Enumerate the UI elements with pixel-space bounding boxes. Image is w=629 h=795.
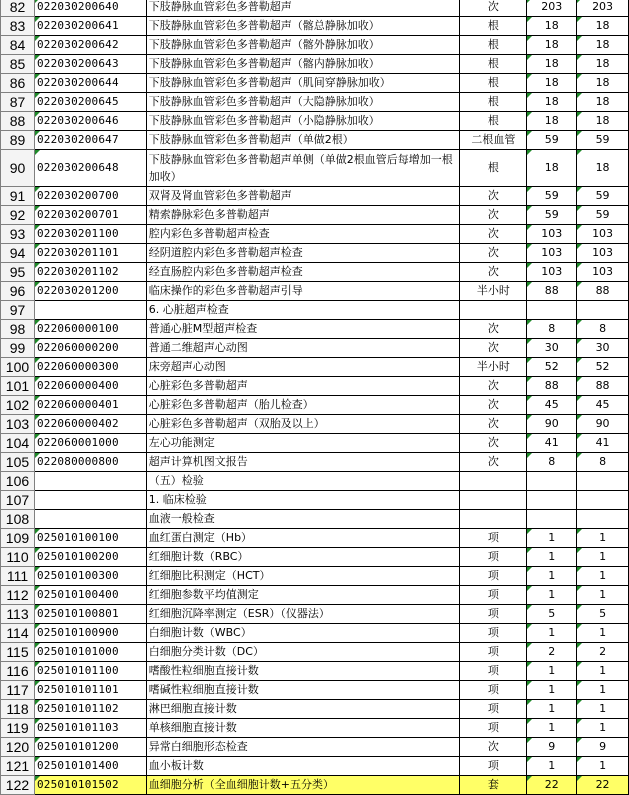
price-cell[interactable]: 1 xyxy=(527,681,577,700)
table-row xyxy=(1,548,629,567)
unit-cell[interactable]: 项 xyxy=(460,719,527,738)
item-name-cell[interactable]: 单核细胞直接计数 xyxy=(146,719,460,738)
code-cell[interactable]: 025010101200 xyxy=(34,738,146,757)
unit-cell[interactable]: 次 xyxy=(460,320,527,339)
price-cell-2[interactable]: 59 xyxy=(577,206,629,225)
table-row xyxy=(1,567,629,586)
item-name-cell[interactable]: 下肢静脉血管彩色多普勒超声（肌间穿静脉加收） xyxy=(146,74,460,93)
price-cell[interactable]: 18 xyxy=(527,74,577,93)
price-cell-2[interactable]: 22 xyxy=(577,776,629,795)
row-number[interactable]: 91 xyxy=(1,187,35,206)
unit-cell[interactable]: 次 xyxy=(460,225,527,244)
item-name-cell[interactable]: 血红蛋白测定（Hb） xyxy=(146,529,460,548)
unit-cell[interactable] xyxy=(460,472,527,491)
code-cell[interactable]: 025010100100 xyxy=(34,529,146,548)
code-cell[interactable]: 025010101103 xyxy=(34,719,146,738)
unit-cell[interactable]: 次 xyxy=(460,0,527,17)
item-name-cell[interactable]: （五）检验 xyxy=(146,472,460,491)
price-cell[interactable]: 1 xyxy=(527,662,577,681)
item-name-cell[interactable]: 下肢静脉血管彩色多普勒超声 xyxy=(146,0,460,17)
price-cell[interactable]: 59 xyxy=(527,206,577,225)
price-cell[interactable]: 18 xyxy=(527,112,577,131)
price-cell-2[interactable]: 18 xyxy=(577,36,629,55)
price-cell[interactable]: 1 xyxy=(527,567,577,586)
price-cell-2[interactable]: 5 xyxy=(577,605,629,624)
row-number[interactable]: 117 xyxy=(1,681,35,700)
code-cell[interactable]: 022030200642 xyxy=(34,36,146,55)
row-number[interactable]: 89 xyxy=(1,131,35,150)
price-cell-2[interactable]: 1 xyxy=(577,662,629,681)
code-cell[interactable]: 025010100400 xyxy=(34,586,146,605)
item-name-cell[interactable]: 精索静脉彩色多普勒超声 xyxy=(146,206,460,225)
table-row xyxy=(1,339,629,358)
code-cell[interactable]: 022030200641 xyxy=(34,17,146,36)
item-name-cell[interactable]: 红细胞沉降率测定（ESR）（仪器法） xyxy=(146,605,460,624)
table-row xyxy=(1,586,629,605)
price-cell-2[interactable]: 41 xyxy=(577,434,629,453)
price-cell[interactable] xyxy=(527,301,577,320)
table-row xyxy=(1,757,629,776)
price-cell-2[interactable]: 18 xyxy=(577,17,629,36)
table-row xyxy=(1,643,629,662)
table-row xyxy=(1,491,629,510)
code-cell[interactable]: 022030200648 xyxy=(34,150,146,187)
price-cell[interactable]: 8 xyxy=(527,320,577,339)
code-cell[interactable]: 022060000200 xyxy=(34,339,146,358)
code-cell[interactable]: 025010101000 xyxy=(34,643,146,662)
code-cell[interactable] xyxy=(34,472,146,491)
price-cell[interactable]: 18 xyxy=(527,36,577,55)
item-name-cell[interactable]: 下肢静脉血管彩色多普勒超声（髂总静脉加收） xyxy=(146,17,460,36)
price-cell-2[interactable]: 103 xyxy=(577,263,629,282)
table-row xyxy=(1,206,629,225)
row-number[interactable]: 97 xyxy=(1,301,35,320)
table-row xyxy=(1,150,629,187)
row-number[interactable]: 114 xyxy=(1,624,35,643)
price-cell[interactable]: 1 xyxy=(527,548,577,567)
item-name-cell[interactable]: 白细胞分类计数（DC） xyxy=(146,643,460,662)
item-name-cell[interactable]: 下肢静脉血管彩色多普勒超声（髂内静脉加收） xyxy=(146,55,460,74)
item-name-cell[interactable]: 嗜碱性粒细胞直接计数 xyxy=(146,681,460,700)
price-cell-2[interactable]: 8 xyxy=(577,320,629,339)
item-name-cell[interactable]: 普通心脏M型超声检查 xyxy=(146,320,460,339)
code-cell[interactable]: 025010101502 xyxy=(34,776,146,795)
table-row xyxy=(1,187,629,206)
table-row xyxy=(1,74,629,93)
table-row xyxy=(1,510,629,529)
unit-cell[interactable]: 次 xyxy=(460,396,527,415)
unit-cell[interactable]: 项 xyxy=(460,586,527,605)
price-cell-2[interactable]: 59 xyxy=(577,187,629,206)
row-number[interactable]: 86 xyxy=(1,74,35,93)
table-row xyxy=(1,719,629,738)
price-cell-2[interactable] xyxy=(577,301,629,320)
price-cell-2[interactable]: 103 xyxy=(577,225,629,244)
price-cell-2[interactable]: 1 xyxy=(577,700,629,719)
price-cell[interactable]: 22 xyxy=(527,776,577,795)
table-row xyxy=(1,263,629,282)
code-cell[interactable]: 022060000400 xyxy=(34,377,146,396)
table-row xyxy=(1,112,629,131)
price-cell-2[interactable]: 1 xyxy=(577,681,629,700)
item-name-cell[interactable]: 异常白细胞形态检查 xyxy=(146,738,460,757)
code-cell[interactable]: 025010100900 xyxy=(34,624,146,643)
row-number[interactable]: 82 xyxy=(1,0,35,17)
table-row xyxy=(1,0,629,17)
price-cell[interactable]: 18 xyxy=(527,93,577,112)
table-row xyxy=(1,358,629,377)
code-cell[interactable]: 022030201200 xyxy=(34,282,146,301)
unit-cell[interactable]: 次 xyxy=(460,244,527,263)
price-cell[interactable]: 103 xyxy=(527,263,577,282)
item-name-cell[interactable]: 普通二维超声心动图 xyxy=(146,339,460,358)
unit-cell[interactable]: 根 xyxy=(460,93,527,112)
unit-cell[interactable]: 半小时 xyxy=(460,358,527,377)
price-cell[interactable]: 18 xyxy=(527,55,577,74)
unit-cell[interactable] xyxy=(460,510,527,529)
price-cell[interactable]: 9 xyxy=(527,738,577,757)
price-cell-2[interactable]: 2 xyxy=(577,643,629,662)
code-cell[interactable]: 022060000401 xyxy=(34,396,146,415)
price-cell-2[interactable]: 59 xyxy=(577,131,629,150)
price-cell[interactable]: 52 xyxy=(527,358,577,377)
item-name-cell[interactable]: 经直肠腔内彩色多普勒超声检查 xyxy=(146,263,460,282)
item-name-cell[interactable]: 经阴道腔内彩色多普勒超声检查 xyxy=(146,244,460,263)
price-cell[interactable]: 1 xyxy=(527,700,577,719)
code-cell[interactable]: 022030200646 xyxy=(34,112,146,131)
code-cell[interactable]: 022030200647 xyxy=(34,131,146,150)
price-cell[interactable]: 1 xyxy=(527,757,577,776)
row-number[interactable]: 96 xyxy=(1,282,35,301)
unit-cell[interactable] xyxy=(460,491,527,510)
table-row xyxy=(1,396,629,415)
row-number[interactable]: 109 xyxy=(1,529,35,548)
price-cell[interactable] xyxy=(527,510,577,529)
unit-cell[interactable]: 根 xyxy=(460,17,527,36)
price-cell-2[interactable]: 1 xyxy=(577,757,629,776)
item-name-cell[interactable]: 超声计算机图文报告 xyxy=(146,453,460,472)
code-cell[interactable]: 022030201101 xyxy=(34,244,146,263)
row-number[interactable]: 103 xyxy=(1,415,35,434)
unit-cell[interactable]: 次 xyxy=(460,339,527,358)
table-row xyxy=(1,415,629,434)
price-cell[interactable]: 30 xyxy=(527,339,577,358)
item-name-cell[interactable]: 血细胞分析（全血细胞计数+五分类） xyxy=(146,776,460,795)
code-cell[interactable]: 022030201102 xyxy=(34,263,146,282)
row-number[interactable]: 122 xyxy=(1,776,35,795)
price-cell[interactable]: 5 xyxy=(527,605,577,624)
unit-cell[interactable]: 套 xyxy=(460,776,527,795)
item-name-cell[interactable]: 红细胞计数（RBC） xyxy=(146,548,460,567)
table-row xyxy=(1,700,629,719)
price-cell-2[interactable]: 1 xyxy=(577,567,629,586)
price-cell[interactable]: 103 xyxy=(527,244,577,263)
code-cell[interactable]: 022030200645 xyxy=(34,93,146,112)
item-name-cell[interactable]: 心脏彩色多普勒超声（胎儿检查） xyxy=(146,396,460,415)
price-cell-2[interactable]: 18 xyxy=(577,112,629,131)
price-cell[interactable]: 88 xyxy=(527,282,577,301)
unit-cell[interactable]: 半小时 xyxy=(460,282,527,301)
code-cell[interactable]: 022060000100 xyxy=(34,320,146,339)
price-cell-2[interactable]: 203 xyxy=(577,0,629,17)
price-cell[interactable]: 1 xyxy=(527,624,577,643)
unit-cell[interactable] xyxy=(460,301,527,320)
code-cell[interactable]: 022030201100 xyxy=(34,225,146,244)
row-number[interactable]: 104 xyxy=(1,434,35,453)
code-cell[interactable]: 025010101400 xyxy=(34,757,146,776)
table-row xyxy=(1,36,629,55)
price-cell-2[interactable]: 18 xyxy=(577,150,629,187)
item-name-cell[interactable]: 红细胞比积测定（HCT） xyxy=(146,567,460,586)
row-number[interactable]: 94 xyxy=(1,244,35,263)
code-cell[interactable]: 022060000300 xyxy=(34,358,146,377)
row-number[interactable]: 116 xyxy=(1,662,35,681)
unit-cell[interactable]: 次 xyxy=(460,263,527,282)
row-number[interactable]: 93 xyxy=(1,225,35,244)
row-number[interactable]: 101 xyxy=(1,377,35,396)
item-name-cell[interactable]: 下肢静脉血管彩色多普勒超声（小隐静脉加收） xyxy=(146,112,460,131)
price-cell-2[interactable]: 45 xyxy=(577,396,629,415)
price-cell[interactable]: 59 xyxy=(527,131,577,150)
item-name-cell[interactable]: 下肢静脉血管彩色多普勒超声（单做2根） xyxy=(146,131,460,150)
unit-cell[interactable]: 次 xyxy=(460,187,527,206)
code-cell[interactable]: 022080000800 xyxy=(34,453,146,472)
code-cell[interactable]: 025010101102 xyxy=(34,700,146,719)
row-number[interactable]: 100 xyxy=(1,358,35,377)
price-cell[interactable]: 1 xyxy=(527,586,577,605)
unit-cell[interactable]: 次 xyxy=(460,377,527,396)
unit-cell[interactable]: 项 xyxy=(460,624,527,643)
code-cell[interactable] xyxy=(34,301,146,320)
row-number[interactable]: 119 xyxy=(1,719,35,738)
row-number[interactable]: 105 xyxy=(1,453,35,472)
table-row xyxy=(1,662,629,681)
price-cell-2[interactable]: 18 xyxy=(577,55,629,74)
table-row xyxy=(1,624,629,643)
row-number[interactable]: 106 xyxy=(1,472,35,491)
code-cell[interactable] xyxy=(34,510,146,529)
row-number[interactable]: 102 xyxy=(1,396,35,415)
code-cell[interactable]: 022030200700 xyxy=(34,187,146,206)
table-row xyxy=(1,55,629,74)
row-number[interactable]: 95 xyxy=(1,263,35,282)
row-number[interactable]: 108 xyxy=(1,510,35,529)
price-cell[interactable]: 41 xyxy=(527,434,577,453)
price-cell-2[interactable]: 52 xyxy=(577,358,629,377)
row-number[interactable]: 118 xyxy=(1,700,35,719)
code-cell[interactable]: 025010101100 xyxy=(34,662,146,681)
unit-cell[interactable]: 项 xyxy=(460,529,527,548)
row-number[interactable]: 90 xyxy=(1,150,35,187)
row-number[interactable]: 88 xyxy=(1,112,35,131)
row-number[interactable]: 112 xyxy=(1,586,35,605)
row-number[interactable]: 98 xyxy=(1,320,35,339)
code-cell[interactable]: 022060001000 xyxy=(34,434,146,453)
item-name-cell[interactable]: 白细胞计数（WBC） xyxy=(146,624,460,643)
unit-cell[interactable]: 项 xyxy=(460,681,527,700)
price-cell-2[interactable]: 18 xyxy=(577,93,629,112)
price-cell-2[interactable]: 18 xyxy=(577,74,629,93)
price-cell[interactable]: 45 xyxy=(527,396,577,415)
code-cell[interactable]: 022030200643 xyxy=(34,55,146,74)
row-number[interactable]: 113 xyxy=(1,605,35,624)
unit-cell[interactable]: 根 xyxy=(460,150,527,187)
row-number[interactable]: 115 xyxy=(1,643,35,662)
unit-cell[interactable]: 项 xyxy=(460,548,527,567)
code-cell[interactable]: 025010100300 xyxy=(34,567,146,586)
table-row xyxy=(1,681,629,700)
price-cell[interactable]: 103 xyxy=(527,225,577,244)
code-cell[interactable]: 022030200701 xyxy=(34,206,146,225)
table-row xyxy=(1,282,629,301)
table-row xyxy=(1,225,629,244)
unit-cell[interactable]: 根 xyxy=(460,74,527,93)
row-number[interactable]: 87 xyxy=(1,93,35,112)
table-row xyxy=(1,434,629,453)
item-name-cell[interactable]: 临床操作的彩色多普勒超声引导 xyxy=(146,282,460,301)
price-cell[interactable]: 1 xyxy=(527,529,577,548)
row-number[interactable]: 111 xyxy=(1,567,35,586)
row-number[interactable]: 107 xyxy=(1,491,35,510)
item-name-cell[interactable]: 下肢静脉血管彩色多普勒超声单侧（单做2根血管后每增加一根加收） xyxy=(146,150,460,187)
item-name-cell[interactable]: 6. 心脏超声检查 xyxy=(146,301,460,320)
row-number[interactable]: 99 xyxy=(1,339,35,358)
item-name-cell[interactable]: 腔内彩色多普勒超声检查 xyxy=(146,225,460,244)
price-cell[interactable]: 59 xyxy=(527,187,577,206)
unit-cell[interactable]: 次 xyxy=(460,453,527,472)
unit-cell[interactable]: 项 xyxy=(460,643,527,662)
item-name-cell[interactable]: 血小板计数 xyxy=(146,757,460,776)
code-cell[interactable]: 025010100801 xyxy=(34,605,146,624)
item-name-cell[interactable]: 床旁超声心动图 xyxy=(146,358,460,377)
unit-cell[interactable]: 项 xyxy=(460,700,527,719)
table-row xyxy=(1,472,629,491)
unit-cell[interactable]: 根 xyxy=(460,112,527,131)
table-row xyxy=(1,605,629,624)
table-row xyxy=(1,131,629,150)
row-number[interactable]: 110 xyxy=(1,548,35,567)
unit-cell[interactable]: 根 xyxy=(460,36,527,55)
row-number[interactable]: 85 xyxy=(1,55,35,74)
code-cell[interactable] xyxy=(34,491,146,510)
unit-cell[interactable]: 项 xyxy=(460,662,527,681)
table-row xyxy=(1,377,629,396)
price-cell-2[interactable]: 1 xyxy=(577,719,629,738)
price-cell-2[interactable] xyxy=(577,491,629,510)
row-number[interactable]: 92 xyxy=(1,206,35,225)
price-cell[interactable]: 18 xyxy=(527,150,577,187)
table-row xyxy=(1,738,629,757)
table-row xyxy=(1,17,629,36)
table-row xyxy=(1,320,629,339)
price-cell-2[interactable]: 103 xyxy=(577,244,629,263)
price-cell-2[interactable]: 1 xyxy=(577,586,629,605)
item-name-cell[interactable]: 下肢静脉血管彩色多普勒超声（大隐静脉加收） xyxy=(146,93,460,112)
code-cell[interactable]: 022030200644 xyxy=(34,74,146,93)
price-cell-2[interactable]: 90 xyxy=(577,415,629,434)
item-name-cell[interactable]: 心脏彩色多普勒超声（双胎及以上） xyxy=(146,415,460,434)
unit-cell[interactable]: 次 xyxy=(460,738,527,757)
code-cell[interactable]: 025010101101 xyxy=(34,681,146,700)
price-cell-2[interactable]: 8 xyxy=(577,453,629,472)
unit-cell[interactable]: 项 xyxy=(460,757,527,776)
row-number[interactable]: 84 xyxy=(1,36,35,55)
table-row xyxy=(1,453,629,472)
item-name-cell[interactable]: 1. 临床检验 xyxy=(146,491,460,510)
unit-cell[interactable]: 项 xyxy=(460,567,527,586)
table-row xyxy=(1,301,629,320)
price-cell[interactable]: 8 xyxy=(527,453,577,472)
price-cell-2[interactable]: 88 xyxy=(577,282,629,301)
item-name-cell[interactable]: 血液一般检查 xyxy=(146,510,460,529)
row-number[interactable]: 83 xyxy=(1,17,35,36)
unit-cell[interactable]: 根 xyxy=(460,55,527,74)
price-cell-2[interactable]: 1 xyxy=(577,548,629,567)
price-cell-2[interactable]: 30 xyxy=(577,339,629,358)
item-name-cell[interactable]: 红细胞参数平均值测定 xyxy=(146,586,460,605)
item-name-cell[interactable]: 心脏彩色多普勒超声 xyxy=(146,377,460,396)
unit-cell[interactable]: 次 xyxy=(460,434,527,453)
price-cell[interactable]: 1 xyxy=(527,719,577,738)
unit-cell[interactable]: 二根血管 xyxy=(460,131,527,150)
table-row xyxy=(1,529,629,548)
table-row xyxy=(1,244,629,263)
item-name-cell[interactable]: 嗜酸性粒细胞直接计数 xyxy=(146,662,460,681)
price-cell[interactable]: 90 xyxy=(527,415,577,434)
price-cell[interactable]: 88 xyxy=(527,377,577,396)
price-cell-2[interactable]: 9 xyxy=(577,738,629,757)
item-name-cell[interactable]: 左心功能测定 xyxy=(146,434,460,453)
unit-cell[interactable]: 次 xyxy=(460,415,527,434)
item-name-cell[interactable]: 下肢静脉血管彩色多普勒超声（髂外静脉加收） xyxy=(146,36,460,55)
row-number[interactable]: 120 xyxy=(1,738,35,757)
price-cell-2[interactable]: 1 xyxy=(577,529,629,548)
price-cell-2[interactable] xyxy=(577,510,629,529)
table-row xyxy=(1,93,629,112)
item-name-cell[interactable]: 淋巴细胞直接计数 xyxy=(146,700,460,719)
price-cell[interactable]: 18 xyxy=(527,17,577,36)
price-cell-2[interactable] xyxy=(577,472,629,491)
price-cell[interactable]: 2 xyxy=(527,643,577,662)
code-cell[interactable]: 022060000402 xyxy=(34,415,146,434)
price-cell-2[interactable]: 88 xyxy=(577,377,629,396)
item-name-cell[interactable]: 双肾及肾血管彩色多普勒超声 xyxy=(146,187,460,206)
price-cell-2[interactable]: 1 xyxy=(577,624,629,643)
row-number[interactable]: 121 xyxy=(1,757,35,776)
price-cell[interactable] xyxy=(527,472,577,491)
price-cell[interactable]: 203 xyxy=(527,0,577,17)
price-cell[interactable] xyxy=(527,491,577,510)
unit-cell[interactable]: 次 xyxy=(460,206,527,225)
unit-cell[interactable]: 项 xyxy=(460,605,527,624)
code-cell[interactable]: 022030200640 xyxy=(34,0,146,17)
code-cell[interactable]: 025010100200 xyxy=(34,548,146,567)
